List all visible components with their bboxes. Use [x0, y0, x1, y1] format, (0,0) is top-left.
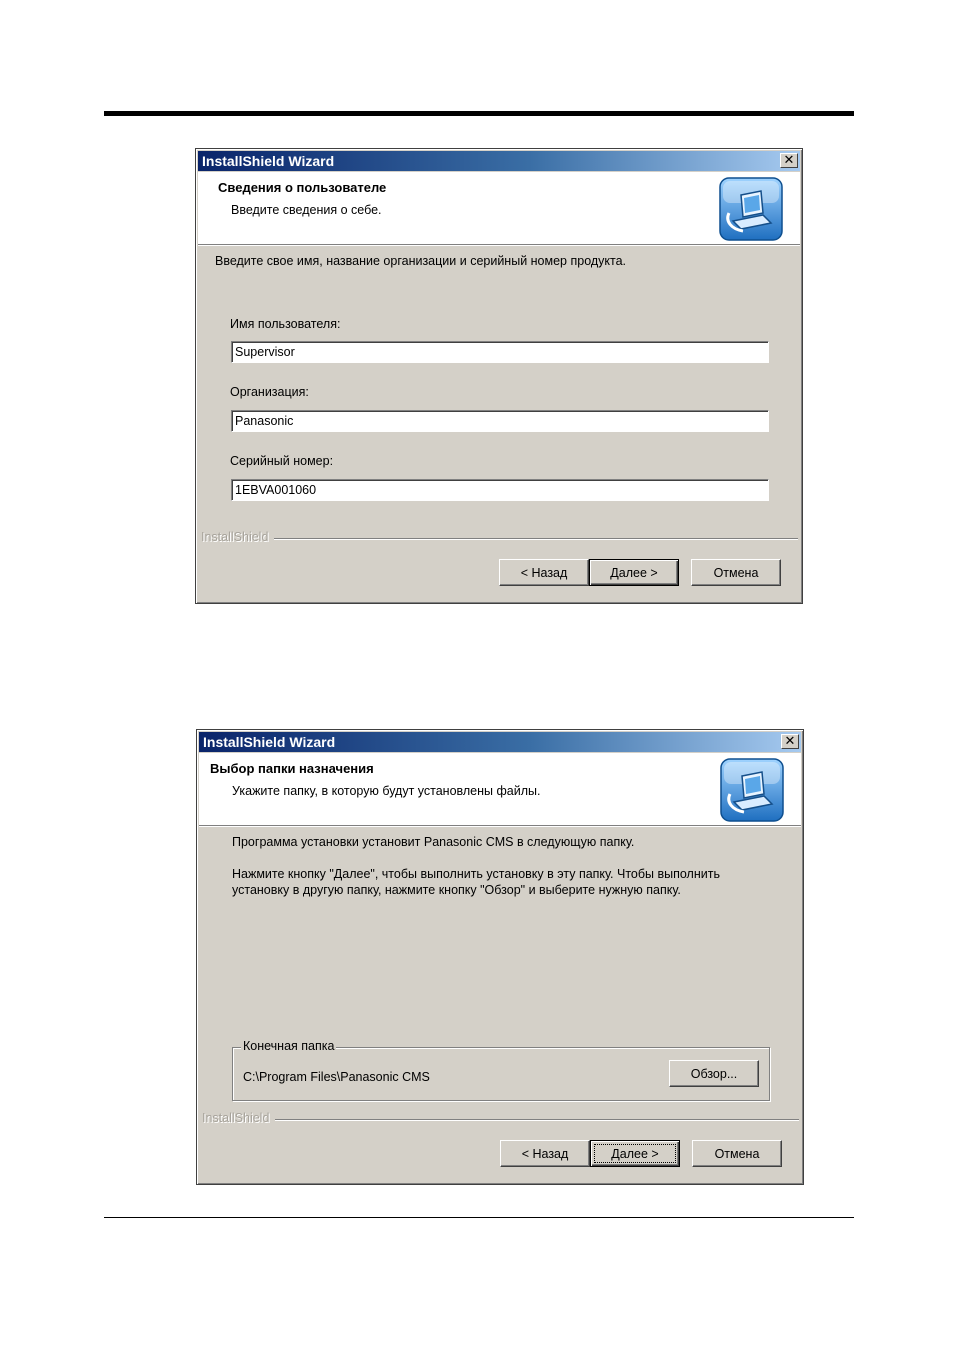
- header-title: Выбор папки назначения: [210, 761, 374, 776]
- organization-input[interactable]: [231, 410, 769, 432]
- install-target-text: Программа установки установит Panasonic CMS в следующую папку.: [232, 835, 635, 849]
- back-button[interactable]: < Назад: [499, 559, 589, 586]
- window-title: InstallShield Wizard: [203, 734, 336, 750]
- serial-number-label: Серийный номер:: [230, 454, 334, 468]
- user-name-input[interactable]: [231, 341, 769, 363]
- installshield-computer-icon: [720, 758, 784, 822]
- user-info-dialog: [195, 148, 803, 604]
- bottom-rule: [104, 1217, 854, 1218]
- installshield-brand: InstallShield: [201, 530, 269, 544]
- installshield-brand: InstallShield: [202, 1111, 270, 1125]
- close-icon[interactable]: ✕: [780, 153, 798, 168]
- browse-button[interactable]: Обзор...: [669, 1060, 759, 1087]
- instruction-text: Введите свое имя, название организации и серийный номер продукта.: [215, 254, 627, 268]
- installshield-computer-icon: [719, 177, 783, 241]
- brand-divider: [275, 1119, 799, 1121]
- title-bar[interactable]: [198, 151, 800, 171]
- next-button[interactable]: Далее >: [589, 559, 679, 586]
- next-button-wrapper: [590, 1140, 680, 1167]
- back-button[interactable]: < Назад: [500, 1140, 590, 1167]
- destination-folder-legend: Конечная папка: [243, 1039, 335, 1053]
- user-name-label: Имя пользователя:: [230, 317, 341, 331]
- next-button[interactable]: Далее >: [590, 1140, 680, 1167]
- wizard-header: [198, 172, 800, 245]
- destination-path: C:\Program Files\Panasonic CMS: [243, 1070, 430, 1084]
- close-icon[interactable]: ✕: [781, 734, 799, 749]
- top-rule: [104, 111, 854, 116]
- title-bar[interactable]: [199, 732, 801, 752]
- serial-number-input[interactable]: [231, 479, 769, 501]
- wizard-header: [199, 753, 801, 826]
- destination-folder-dialog: [196, 729, 804, 1185]
- cancel-button[interactable]: Отмена: [691, 559, 781, 586]
- cancel-button[interactable]: Отмена: [692, 1140, 782, 1167]
- destination-folder-group: [232, 1039, 770, 1101]
- header-title: Сведения о пользователе: [218, 180, 387, 195]
- brand-divider: [274, 538, 798, 540]
- header-subtitle: Введите сведения о себе.: [231, 203, 382, 217]
- instructions-paragraph: Нажмите кнопку "Далее", чтобы выполнить установку в эту папку. Чтобы выполнить установку в другую папку, нажмите кнопку "Обзор" и выберите нужную папку.: [232, 867, 720, 897]
- window-title: InstallShield Wizard: [202, 153, 335, 169]
- organization-label: Организация:: [230, 385, 309, 399]
- focus-ring: [594, 1144, 676, 1163]
- header-subtitle: Укажите папку, в которую будут установлены файлы.: [232, 784, 541, 798]
